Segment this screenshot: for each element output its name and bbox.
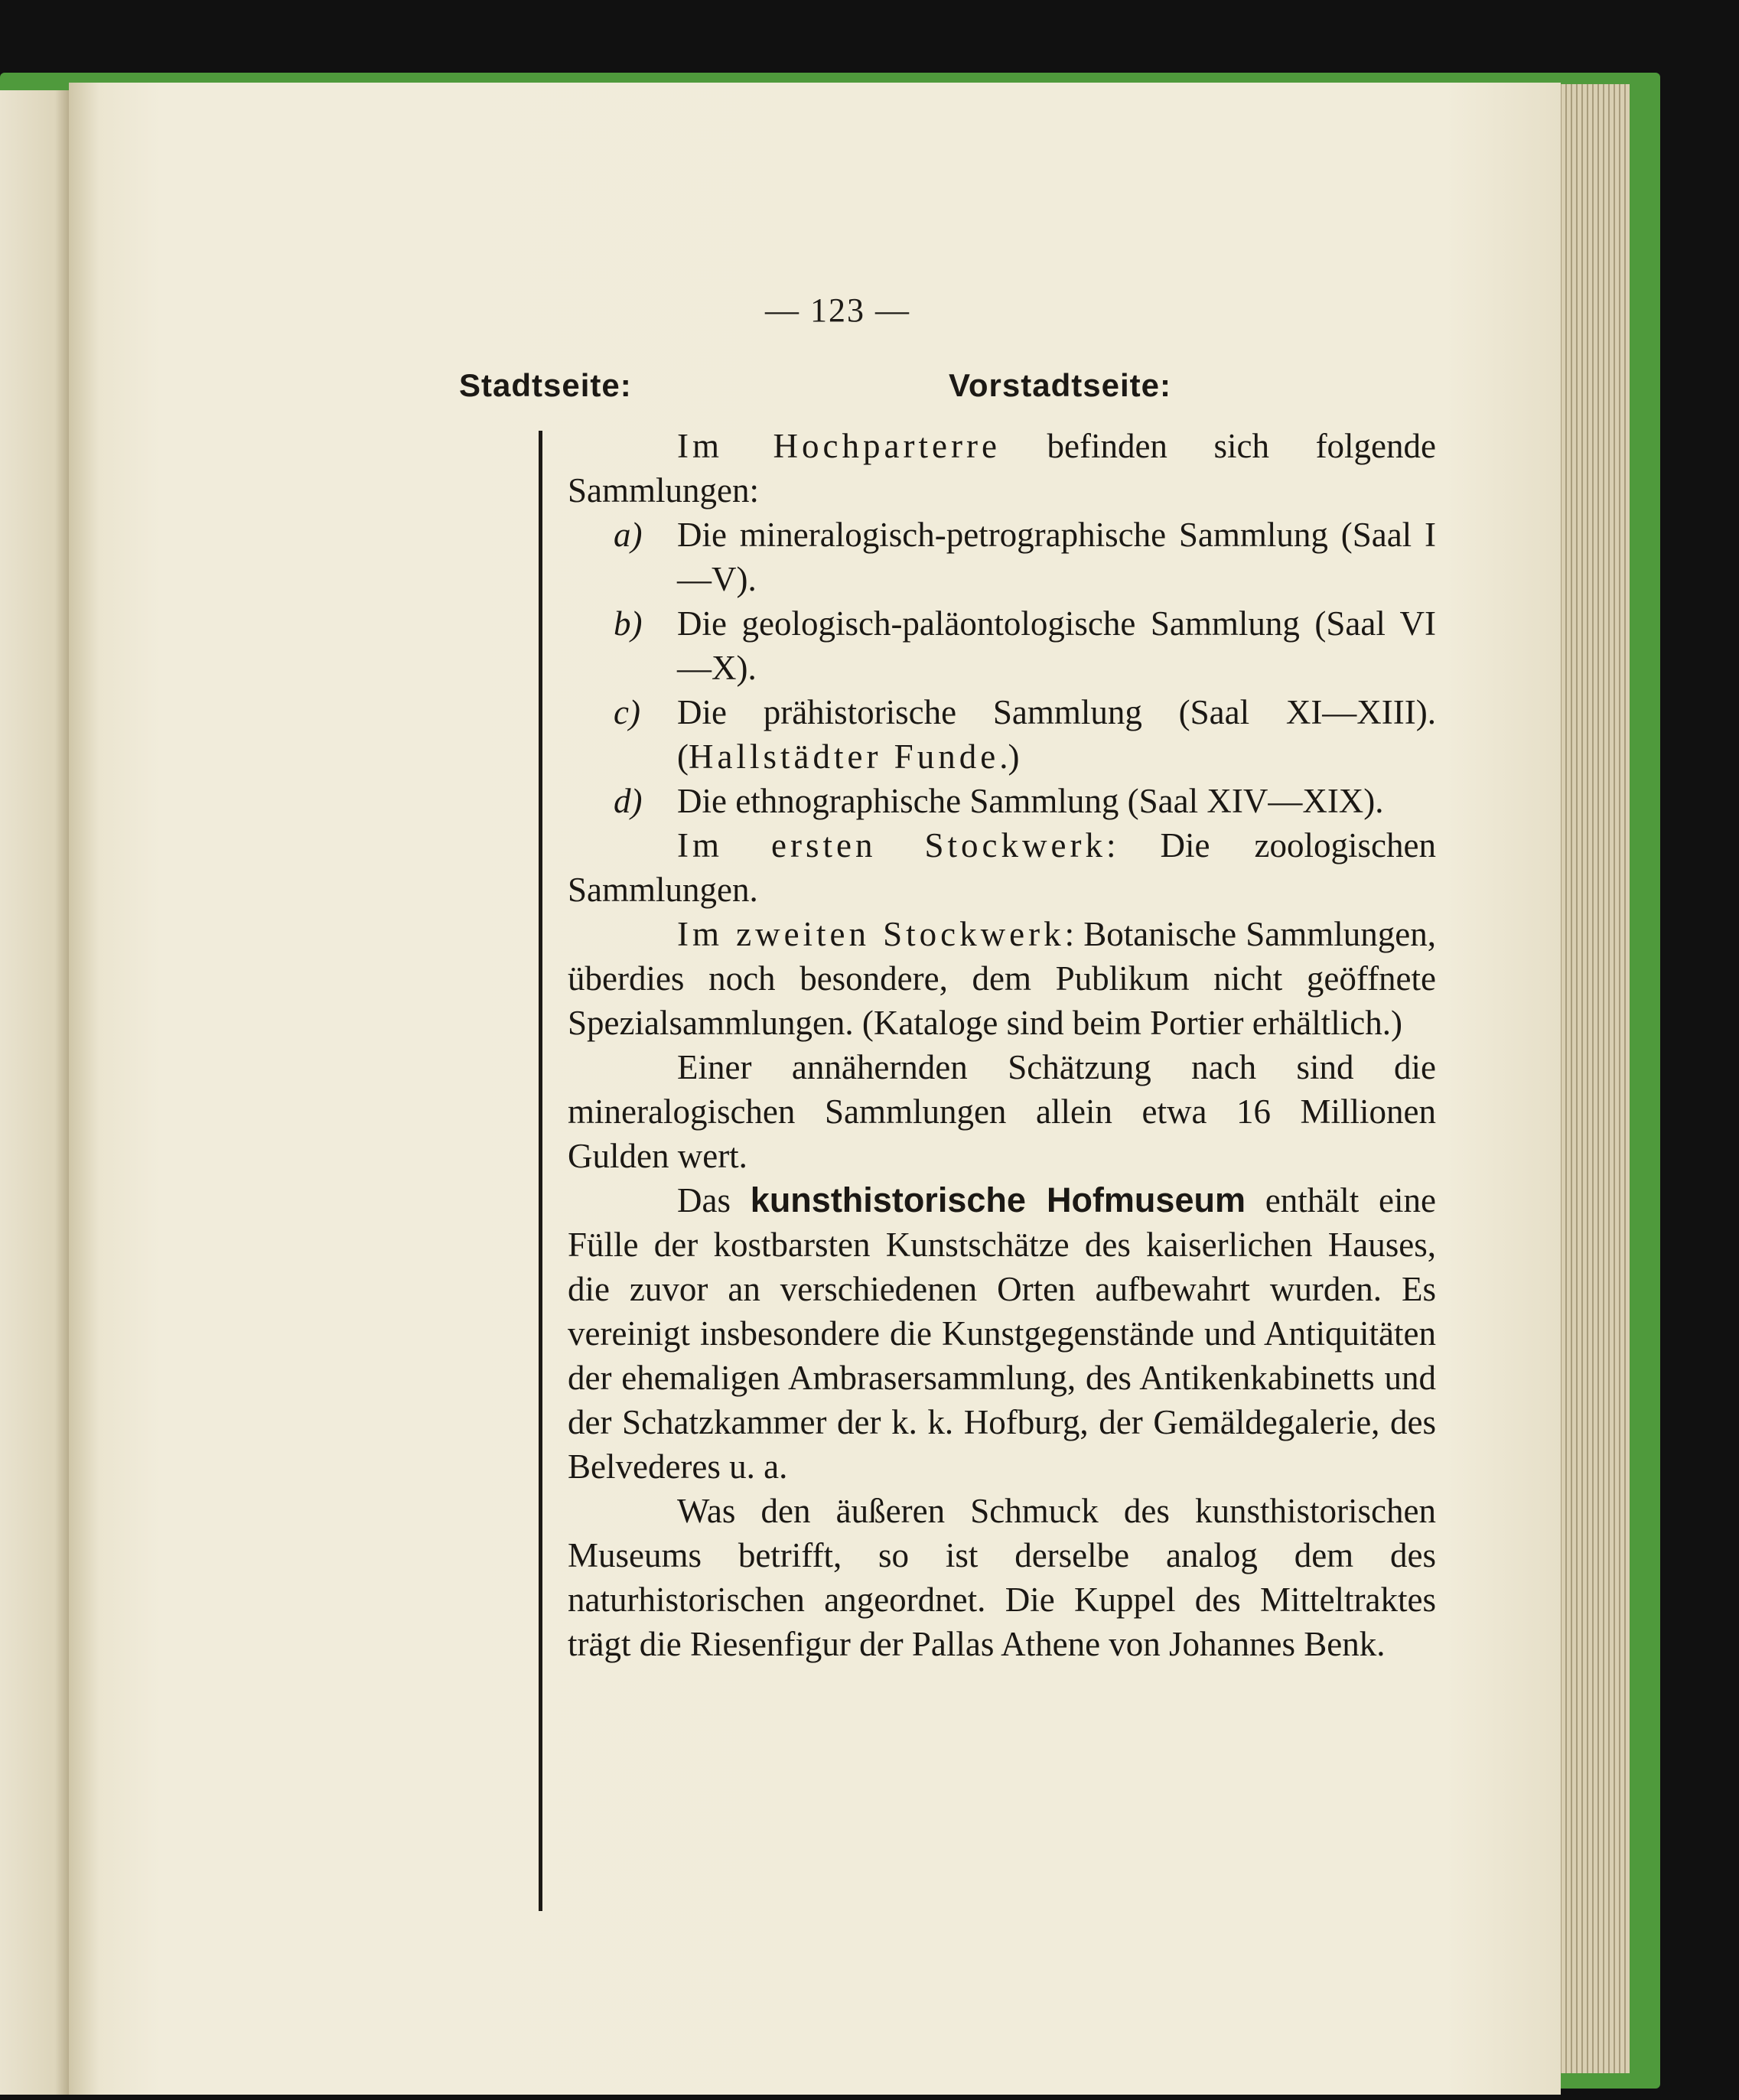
list-item: d) Die ethnographische Sammlung (Saal XIV—XIX). bbox=[614, 782, 1384, 820]
list-item: c) Die prähistorische Sammlung (Saal XI—XIII). (Hallstädter Funde.) bbox=[614, 693, 1436, 776]
column-rule bbox=[539, 431, 542, 1911]
paragraph-estimate: Einer annähernden Schätzung nach sind die mineralogischen Sammlungen allein etwa 16 Millionen Gulden wert. bbox=[568, 1048, 1436, 1175]
list-item: a) Die mineralogisch-petrographische Sammlung (Saal I—V). bbox=[614, 516, 1436, 598]
facing-page bbox=[0, 90, 69, 2095]
paragraph-schmuck: Was den äußeren Schmuck des kunsthistorischen Museums betrifft, so ist derselbe analog dem des naturhistorischen angeordnet. Die Kuppel des Mitteltraktes trägt die Riesenfigur der Pallas Athene von Johannes Benk. bbox=[568, 1492, 1436, 1663]
book-page bbox=[69, 83, 1561, 2095]
page-number: — 123 — bbox=[765, 291, 910, 329]
paragraph-first-floor: Im ersten Stockwerk: Die zoologischen Sammlungen. bbox=[568, 826, 1436, 909]
heading-stadtseite: Stadtseite: bbox=[459, 367, 632, 403]
paragraph-second-floor: Im zweiten Stockwerk: Botanische Sammlungen, überdies noch besondere, dem Publikum nicht geöffnete Spezialsammlungen. (Kataloge sind beim Portier erhältlich.) bbox=[568, 915, 1436, 1042]
heading-vorstadtseite: Vorstadtseite: bbox=[949, 367, 1171, 403]
paragraph-kunsthistorisch: Das kunsthistorische Hofmuseum enthält eine Fülle der kostbarsten Kunstschätze des kaiserlichen Hauses, die zuvor an verschiedenen Orten aufbewahrt wurden. Es vereinigt insbesondere die Kunstgegenstände und Antiquitäten der ehemaligen Ambrasersammlung, des Antikenkabinetts und der Schatzkammer der k. k. Hofburg, der Gemäldegalerie, des Belvederes u. a. bbox=[568, 1180, 1437, 1486]
list-item: b) Die geologisch-paläontologische Sammlung (Saal VI—X). bbox=[614, 604, 1436, 687]
body-text bbox=[568, 424, 1436, 1666]
paragraph-hochparterre: Im Hochparterre befinden sich folgende Sammlungen: bbox=[568, 427, 1437, 510]
